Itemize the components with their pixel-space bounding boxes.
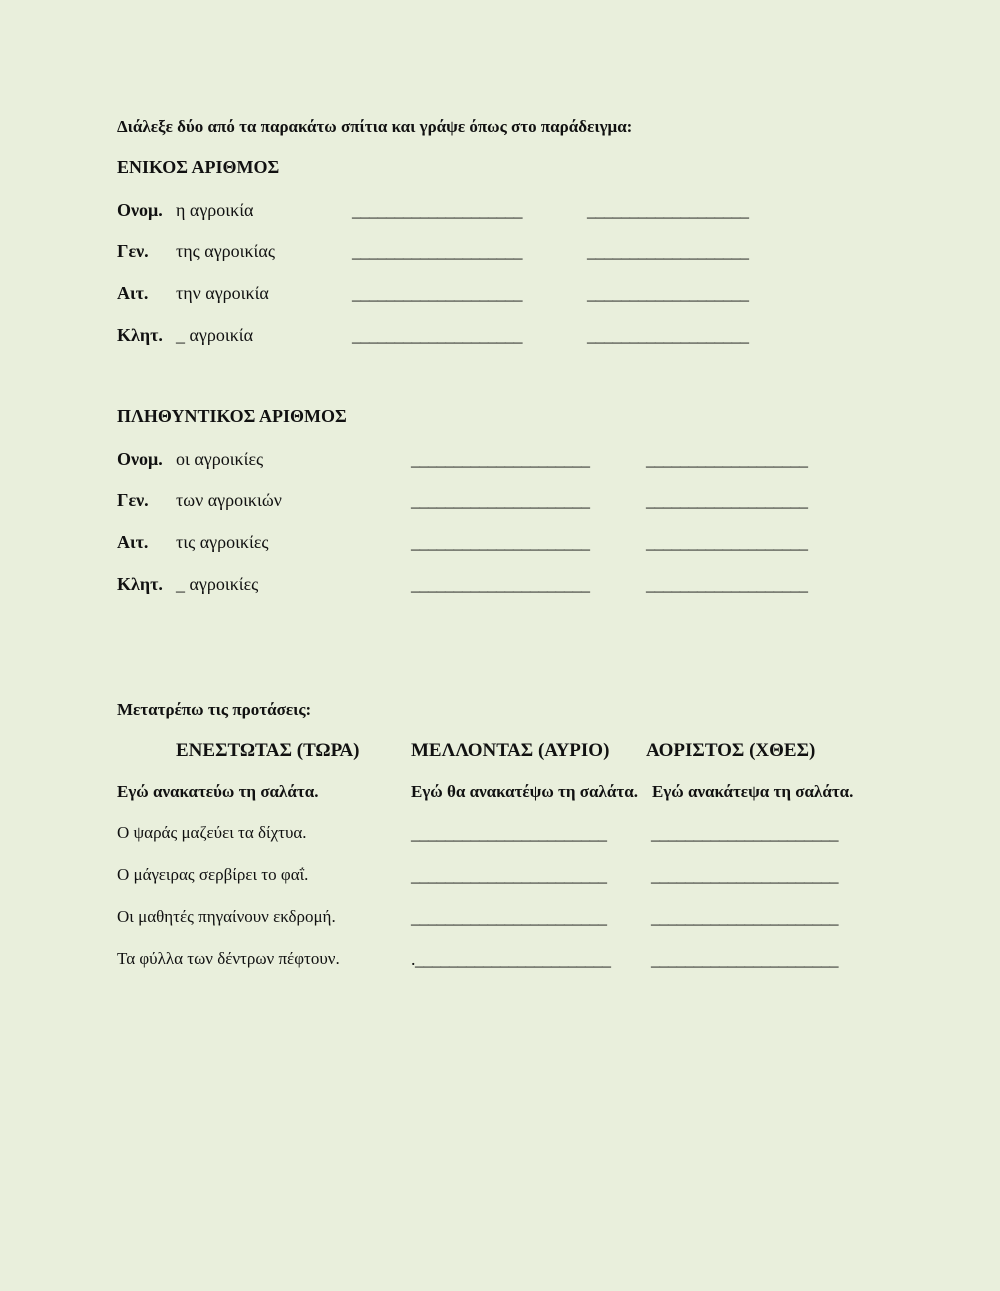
sentence-text: Ο ψαράς μαζεύει τα δίχτυα. xyxy=(117,823,307,842)
case-word: οι αγροικίες xyxy=(176,449,264,469)
answer-blank-1[interactable]: _____________________ xyxy=(411,574,590,594)
case-label: Γεν. xyxy=(117,241,149,261)
future-blank[interactable]: ._______________________ xyxy=(411,949,611,969)
aorist-blank[interactable]: ______________________ xyxy=(651,907,838,927)
example-aorist: Εγώ ανακάτεψα τη σαλάτα. xyxy=(652,782,854,801)
answer-blank-1[interactable]: ____________________ xyxy=(352,283,522,303)
case-word: των αγροικιών xyxy=(176,490,282,510)
header-future: ΜΕΛΛΟΝΤΑΣ (ΑΥΡΙΟ) xyxy=(411,740,610,761)
case-label: Κλητ. xyxy=(117,325,163,345)
instruction-text: Διάλεξε δύο από τα παρακάτω σπίτια και γράψε όπως στο παράδειγμα: xyxy=(117,117,633,136)
case-word: την αγροικία xyxy=(176,283,269,303)
answer-blank-1[interactable]: ____________________ xyxy=(352,325,522,345)
aorist-blank[interactable]: ______________________ xyxy=(651,949,838,969)
case-label: Αιτ. xyxy=(117,532,149,552)
case-label: Κλητ. xyxy=(117,574,163,594)
case-label: Αιτ. xyxy=(117,283,149,303)
answer-blank-1[interactable]: ____________________ xyxy=(352,200,522,220)
case-label: Γεν. xyxy=(117,490,149,510)
sentence-text: Τα φύλλα των δέντρων πέφτουν. xyxy=(117,949,340,968)
answer-blank-2[interactable]: ___________________ xyxy=(587,241,749,261)
case-word: _ αγροικία xyxy=(176,325,254,345)
header-present: ΕΝΕΣΤΩΤΑΣ (ΤΩΡΑ) xyxy=(176,740,360,761)
header-aorist: ΑΟΡΙΣΤΟΣ (ΧΘΕΣ) xyxy=(646,740,816,761)
case-label: Ονομ. xyxy=(117,200,163,220)
answer-blank-2[interactable]: ___________________ xyxy=(646,449,808,469)
answer-blank-2[interactable]: ___________________ xyxy=(646,574,808,594)
answer-blank-2[interactable]: ___________________ xyxy=(646,490,808,510)
answer-blank-2[interactable]: ___________________ xyxy=(587,283,749,303)
answer-blank-2[interactable]: ___________________ xyxy=(587,325,749,345)
case-label: Ονομ. xyxy=(117,449,163,469)
aorist-blank[interactable]: ______________________ xyxy=(651,865,838,885)
answer-blank-1[interactable]: _____________________ xyxy=(411,490,590,510)
answer-blank-1[interactable]: _____________________ xyxy=(411,532,590,552)
case-word: η αγροικία xyxy=(176,200,254,220)
answer-blank-2[interactable]: ___________________ xyxy=(587,200,749,220)
sentence-text: Οι μαθητές πηγαίνουν εκδρομή. xyxy=(117,907,336,926)
conversion-title: Μετατρέπω τις προτάσεις: xyxy=(117,700,312,719)
future-blank[interactable]: _______________________ xyxy=(411,907,607,927)
sentence-text: Ο μάγειρας σερβίρει το φαΐ. xyxy=(117,865,309,884)
answer-blank-1[interactable]: ____________________ xyxy=(352,241,522,261)
case-word: τις αγροικίες xyxy=(176,532,269,552)
example-present: Εγώ ανακατεύω τη σαλάτα. xyxy=(117,782,319,801)
aorist-blank[interactable]: ______________________ xyxy=(651,823,838,843)
singular-heading: ΕΝΙΚΟΣ ΑΡΙΘΜΟΣ xyxy=(117,157,280,177)
future-blank[interactable]: _______________________ xyxy=(411,823,607,843)
case-word: της αγροικίας xyxy=(176,241,275,261)
example-future: Εγώ θα ανακατέψω τη σαλάτα. xyxy=(411,782,638,801)
answer-blank-2[interactable]: ___________________ xyxy=(646,532,808,552)
future-blank[interactable]: _______________________ xyxy=(411,865,607,885)
answer-blank-1[interactable]: _____________________ xyxy=(411,449,590,469)
plural-heading: ΠΛΗΘΥΝΤΙΚΟΣ ΑΡΙΘΜΟΣ xyxy=(117,406,347,426)
case-word: _ αγροικίες xyxy=(176,574,259,594)
